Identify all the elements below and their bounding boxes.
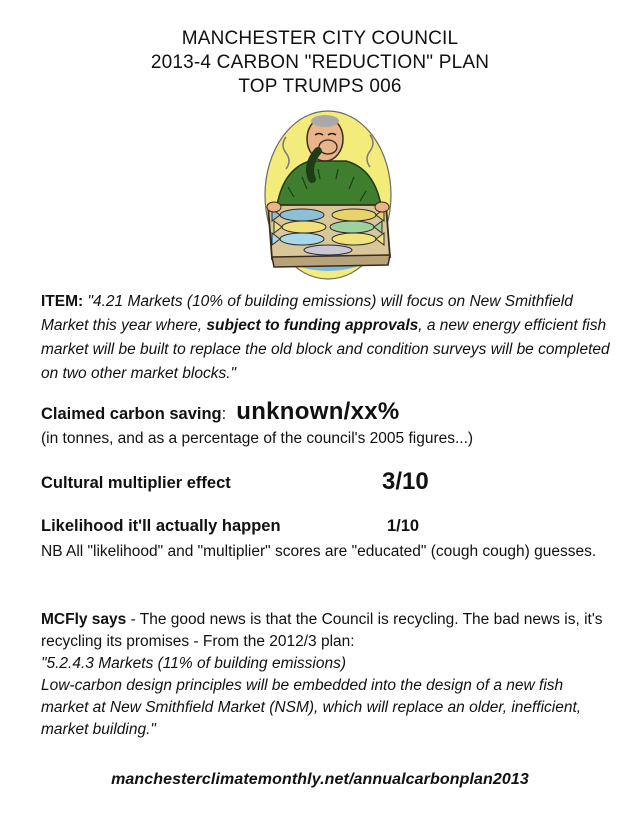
- claimed-saving-colon: :: [221, 405, 227, 423]
- scores-disclaimer: NB All "likelihood" and "multiplier" scores are "educated" (cough cough) guesses.: [41, 543, 597, 560]
- fishmonger-illustration: [258, 107, 398, 282]
- page-header: [0, 27, 640, 99]
- cultural-multiplier-score: 3/10: [382, 468, 429, 495]
- claimed-saving-value: unknown/xx%: [236, 398, 400, 425]
- likelihood-score: 1/10: [387, 517, 420, 535]
- mcfly-quote-body: Low-carbon design principles will be embedded into the design of a new fish market at New Smithfield Market (NSM), which will replace an older, inefficient, market building.": [41, 677, 582, 738]
- item-quote-start: "4.21 Markets (10% of building emissions) will focus on New Smithfield Market this year where,: [41, 293, 573, 334]
- cultural-multiplier-label: Cultural multiplier effect: [41, 474, 231, 492]
- claimed-saving-note: (in tonnes, and as a percentage of the council's 2005 figures...): [41, 430, 474, 447]
- claimed-saving-label: Claimed carbon saving: [41, 405, 222, 423]
- fishmonger-icon: [258, 107, 398, 282]
- mcfly-commentary: [41, 609, 611, 741]
- mcfly-intro: [41, 609, 611, 653]
- item-quote-end: , a new energy efficient fish market will be built to replace the old block and condition surveys will be completed on two other market blocks.": [41, 317, 610, 382]
- header-card-number: TOP TRUMPS 006: [238, 76, 402, 97]
- item-label: ITEM:: [41, 293, 84, 310]
- likelihood-section: [41, 517, 621, 563]
- mcfly-text: - The good news is that the Council is recycling. The bad news is, it's recycling its promises - From the 2012/3 plan:: [41, 611, 603, 650]
- header-plan-line: 2013-4 CARBON "REDUCTION" PLAN: [150, 52, 490, 73]
- mcfly-label: MCFly says: [41, 611, 127, 628]
- cultural-multiplier: [41, 468, 601, 498]
- item-description: [41, 290, 611, 386]
- item-quote-emphasis: subject to funding approvals: [206, 317, 419, 334]
- mcfly-quote-heading: "5.2.4.3 Markets (11% of building emissions): [41, 655, 347, 672]
- header-title-line: MANCHESTER CITY COUNCIL: [181, 28, 459, 49]
- source-url: manchesterclimatemonthly.net/annualcarbonplan2013: [111, 771, 529, 788]
- likelihood-label: Likelihood it'll actually happen: [41, 517, 281, 535]
- claimed-carbon-saving: [41, 398, 621, 450]
